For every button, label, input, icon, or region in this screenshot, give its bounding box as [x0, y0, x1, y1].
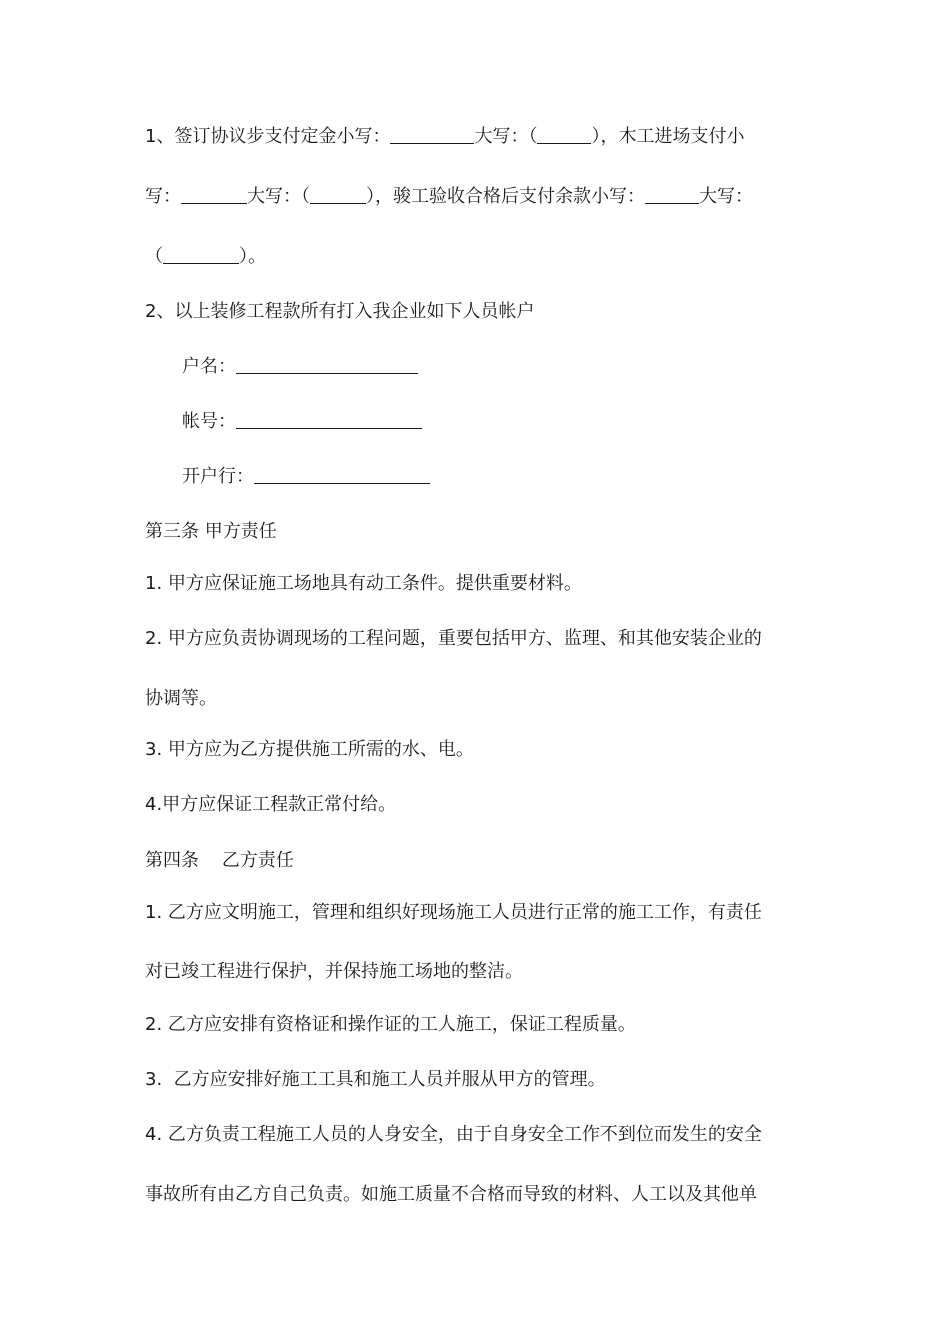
article-3-item-2-cont: 协调等。: [145, 688, 217, 709]
balance-label: ），骏工验收合格后支付余款小写：: [366, 186, 645, 207]
balance-paren-close: ）。: [239, 246, 266, 267]
article-3-item-1: 1. 甲方应保证施工场地具有动工条件。提供重要材料。: [145, 573, 582, 594]
carpentry-label: ），木工进场支付小: [591, 126, 745, 147]
account-name-row: [182, 355, 418, 379]
article-4-item-4-cont: 事故所有由乙方自己负责。如施工质量不合格而导致的材料、人工以及其他单: [145, 1184, 757, 1205]
article-3-item-2: 2. 甲方应负责协调现场的工程问题，重要包括甲方、监理、和其他安装企业的: [145, 628, 762, 649]
article-4-item-4: 4. 乙方负责工程施工人员的人身安全，由于自身安全工作不到位而发生的安全: [145, 1124, 762, 1145]
article-3-item-3: 3. 甲方应为乙方提供施工所需的水、电。: [145, 739, 474, 760]
carpentry-uppercase-label: 大写：（: [247, 186, 310, 207]
account-number-row: [182, 410, 422, 434]
article-3-item-4: 4.甲方应保证工程款正常付给。: [145, 794, 397, 815]
deposit-label: 1、签订协议步支付定金小写：: [145, 126, 391, 147]
carpentry-amount-blank[interactable]: [181, 185, 247, 204]
account-number-blank[interactable]: [236, 410, 422, 429]
article-4-item-1: 1. 乙方应文明施工，管理和组织好现场施工人员进行正常的施工工作，有责任: [145, 902, 762, 923]
carpentry-small-label: 写：: [145, 186, 181, 207]
article-4-title: 第四条 乙方责任: [145, 850, 294, 871]
account-number-label: 帐号：: [182, 411, 236, 432]
payment-line-2: [145, 185, 753, 209]
article-4-item-3: 3. 乙方应安排好施工工具和施工人员并服从甲方的管理。: [145, 1069, 606, 1090]
balance-paren-open: （: [145, 246, 163, 267]
balance-uppercase-blank[interactable]: [163, 245, 239, 264]
account-name-label: 户名：: [182, 356, 236, 377]
account-name-blank[interactable]: [236, 355, 418, 374]
bank-blank[interactable]: [254, 465, 430, 484]
article-4-item-2: 2. 乙方应安排有资格证和操作证的工人施工，保证工程质量。: [145, 1014, 636, 1035]
bank-row: [182, 465, 430, 489]
payment-line-1: [145, 125, 744, 149]
carpentry-uppercase-blank[interactable]: [310, 185, 366, 204]
deposit-uppercase-label: 大写：（: [474, 126, 538, 147]
balance-amount-blank[interactable]: [645, 185, 699, 204]
article-3-title: 第三条 甲方责任: [145, 521, 277, 542]
article-4-item-1-cont: 对已竣工程进行保护，并保持施工场地的整洁。: [145, 961, 523, 982]
deposit-uppercase-blank[interactable]: [537, 125, 591, 144]
bank-label: 开户行：: [182, 466, 254, 487]
payment-line-3: [145, 245, 266, 269]
payment-item-2: 2、以上装修工程款所有打入我企业如下人员帐户: [145, 301, 535, 322]
deposit-amount-blank[interactable]: [390, 125, 474, 144]
balance-uppercase-label: 大写：: [699, 186, 753, 207]
